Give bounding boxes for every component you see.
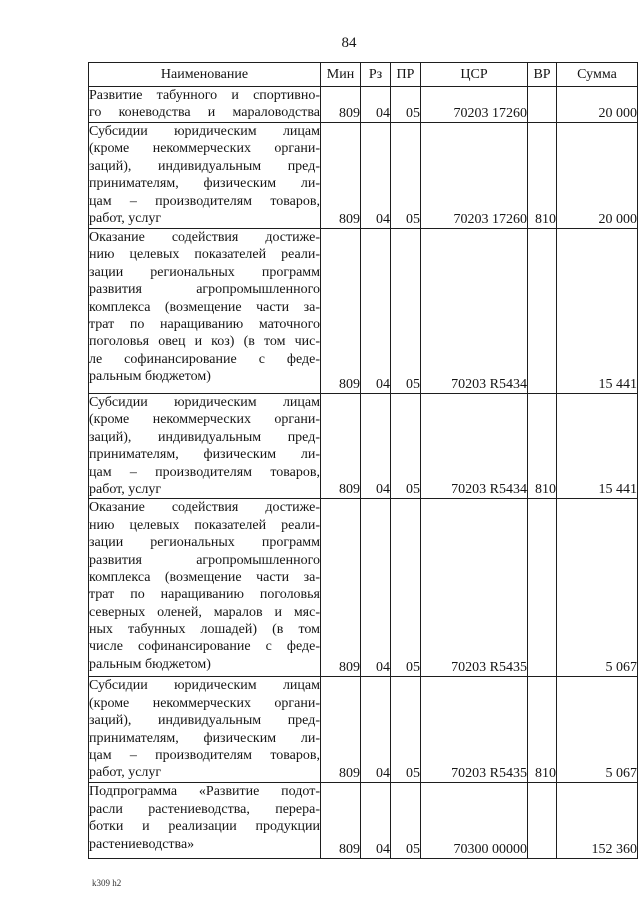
cell-name bbox=[89, 499, 321, 677]
name-line: (кроме некоммерческих органи- bbox=[89, 412, 320, 428]
header-csr: ЦСР bbox=[421, 63, 528, 87]
budget-table bbox=[88, 62, 638, 859]
name-line: зации региональных программ bbox=[89, 264, 320, 280]
name-line: цам – производителям товаров, bbox=[89, 747, 320, 763]
cell-pr: 05 bbox=[391, 783, 421, 859]
cell-pr: 05 bbox=[391, 394, 421, 499]
cell-vr bbox=[528, 499, 557, 677]
cell-min: 809 bbox=[321, 499, 361, 677]
cell-csr: 70203 R5434 bbox=[421, 229, 528, 394]
cell-rz: 04 bbox=[361, 677, 391, 783]
name-line: ральным бюджетом) bbox=[89, 369, 211, 385]
name-line: ле софинансирование с феде- bbox=[89, 351, 320, 367]
cell-min: 809 bbox=[321, 677, 361, 783]
table-row bbox=[89, 123, 638, 229]
cell-csr: 70203 17260 bbox=[421, 87, 528, 123]
name-line: Субсидии юридическим лицам bbox=[89, 124, 320, 139]
name-line: цам – производителям товаров, bbox=[89, 464, 320, 480]
cell-min: 809 bbox=[321, 123, 361, 229]
name-line: поголовья овец и коз) (в том чис- bbox=[89, 334, 320, 350]
cell-name bbox=[89, 677, 321, 783]
header-pr: ПР bbox=[391, 63, 421, 87]
cell-min: 809 bbox=[321, 87, 361, 123]
cell-vr bbox=[528, 229, 557, 394]
table-row bbox=[89, 499, 638, 677]
cell-rz: 04 bbox=[361, 783, 391, 859]
header-vr: ВР bbox=[528, 63, 557, 87]
name-line: нию целевых показателей реали- bbox=[89, 247, 320, 263]
name-line: комплекса (возмещение части за- bbox=[89, 569, 320, 585]
cell-sum: 15 441 bbox=[557, 394, 638, 499]
cell-min: 809 bbox=[321, 394, 361, 499]
name-line: Подпрограмма «Развитие подот- bbox=[89, 784, 320, 800]
cell-rz: 04 bbox=[361, 394, 391, 499]
header-rz: Рз bbox=[361, 63, 391, 87]
cell-name bbox=[89, 783, 321, 859]
cell-sum: 5 067 bbox=[557, 499, 638, 677]
header-min: Мин bbox=[321, 63, 361, 87]
name-line: ных табунных лошадей) (в том bbox=[89, 622, 320, 638]
cell-vr: 810 bbox=[528, 677, 557, 783]
name-line: (кроме некоммерческих органи- bbox=[89, 141, 320, 157]
cell-pr: 05 bbox=[391, 677, 421, 783]
cell-rz: 04 bbox=[361, 499, 391, 677]
footer-code: k309 h2 bbox=[92, 878, 122, 888]
cell-vr: 810 bbox=[528, 394, 557, 499]
cell-rz: 04 bbox=[361, 123, 391, 229]
table-row bbox=[89, 677, 638, 783]
name-line: заций), индивидуальным пред- bbox=[89, 713, 320, 729]
cell-vr bbox=[528, 87, 557, 123]
name-line: Оказание содействия достиже- bbox=[89, 500, 320, 516]
cell-vr bbox=[528, 783, 557, 859]
cell-sum: 152 360 bbox=[557, 783, 638, 859]
cell-min: 809 bbox=[321, 229, 361, 394]
name-line: Развитие табунного и спортивно- bbox=[89, 88, 320, 103]
cell-csr: 70203 R5434 bbox=[421, 394, 528, 499]
name-line: трат по наращиванию маточного bbox=[89, 316, 320, 332]
name-line: го коневодства и мараловодства bbox=[89, 105, 320, 121]
name-line: работ, услуг bbox=[89, 765, 162, 781]
name-line: цам – производителям товаров, bbox=[89, 193, 320, 209]
name-line: развития агропромышленного bbox=[89, 552, 320, 568]
table-header-row bbox=[89, 63, 638, 87]
name-line: заций), индивидуальным пред- bbox=[89, 158, 320, 174]
name-line: Оказание содействия достиже- bbox=[89, 230, 320, 245]
cell-rz: 04 bbox=[361, 229, 391, 394]
name-line: комплекса (возмещение части за- bbox=[89, 299, 320, 315]
name-line: принимателям, физическим ли- bbox=[89, 447, 320, 463]
name-line: северных оленей, маралов и мяс- bbox=[89, 604, 320, 620]
name-line: Субсидии юридическим лицам bbox=[89, 395, 320, 410]
header-sum: Сумма bbox=[557, 63, 638, 87]
cell-name bbox=[89, 229, 321, 394]
name-line: работ, услуг bbox=[89, 481, 162, 497]
name-line: Субсидии юридическим лицам bbox=[89, 678, 320, 694]
cell-csr: 70203 R5435 bbox=[421, 499, 528, 677]
name-line: ботки и реализации продукции bbox=[89, 819, 320, 835]
table-row bbox=[89, 87, 638, 123]
name-line: развития агропромышленного bbox=[89, 282, 320, 298]
cell-csr: 70203 17260 bbox=[421, 123, 528, 229]
cell-pr: 05 bbox=[391, 499, 421, 677]
name-line: (кроме некоммерческих органи- bbox=[89, 695, 320, 711]
name-line: расли растениеводства, перера- bbox=[89, 801, 320, 817]
cell-pr: 05 bbox=[391, 123, 421, 229]
cell-name bbox=[89, 394, 321, 499]
name-line: принимателям, физическим ли- bbox=[89, 730, 320, 746]
table-row bbox=[89, 783, 638, 859]
cell-rz: 04 bbox=[361, 87, 391, 123]
name-line: трат по наращиванию поголовья bbox=[89, 587, 320, 603]
page-number: 84 bbox=[341, 35, 357, 51]
name-line: работ, услуг bbox=[89, 210, 162, 226]
cell-csr: 70203 R5435 bbox=[421, 677, 528, 783]
cell-name bbox=[89, 87, 321, 123]
cell-min: 809 bbox=[321, 783, 361, 859]
cell-sum: 20 000 bbox=[557, 87, 638, 123]
name-line: растениеводства» bbox=[89, 836, 195, 852]
cell-vr: 810 bbox=[528, 123, 557, 229]
name-line: нию целевых показателей реали- bbox=[89, 517, 320, 533]
table-row bbox=[89, 394, 638, 499]
cell-csr: 70300 00000 bbox=[421, 783, 528, 859]
name-line: принимателям, физическим ли- bbox=[89, 176, 320, 192]
name-line: зации региональных программ bbox=[89, 535, 320, 551]
cell-sum: 15 441 bbox=[557, 229, 638, 394]
table-row bbox=[89, 229, 638, 394]
header-name: Наименование bbox=[89, 63, 321, 87]
cell-sum: 20 000 bbox=[557, 123, 638, 229]
cell-sum: 5 067 bbox=[557, 677, 638, 783]
cell-pr: 05 bbox=[391, 229, 421, 394]
cell-pr: 05 bbox=[391, 87, 421, 123]
name-line: числе софинансирование с феде- bbox=[89, 639, 320, 655]
cell-name bbox=[89, 123, 321, 229]
name-line: ральным бюджетом) bbox=[89, 656, 211, 672]
name-line: заций), индивидуальным пред- bbox=[89, 429, 320, 445]
